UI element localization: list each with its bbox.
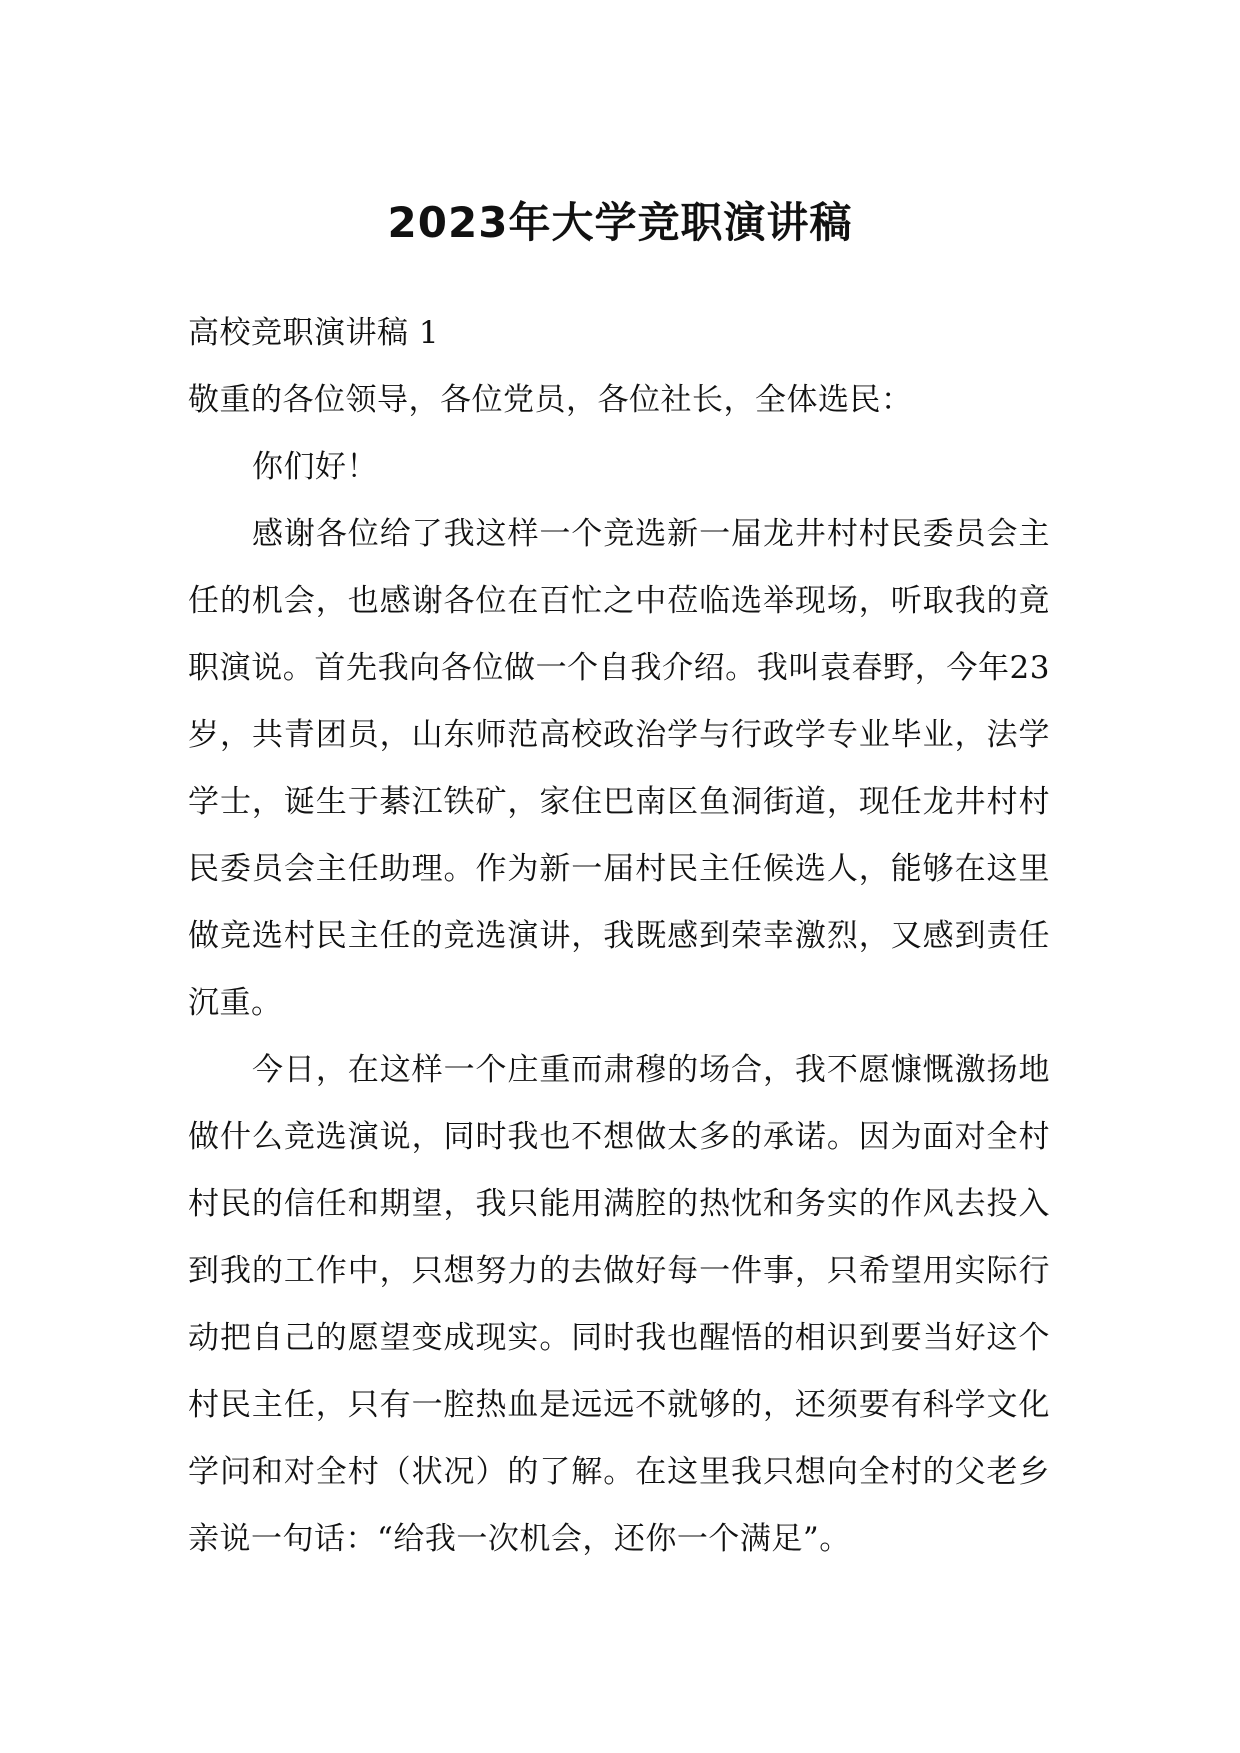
paragraph: 今日，在这样一个庄重而肃穆的场合，我不愿慷慨激扬地做什么竞选演说，同时我也不想做太多的承诺。因为面对全村村民的信任和期望，我只能用满腔的热忱和务实的作风去投入到我的工作中，只想努力的去做好每一件事，只希望用实际行动把自己的愿望变成现实。同时我也醒悟的相识到要当好这个村民主任，只有一腔热血是远远不就够的，还须要有科学文化学问和对全村（状况）的了解。在这里我只想向全村的父老乡亲说一句话：“给我一次机会，还你一个满足”。 (188, 1052, 1050, 1557)
salutation: 敬重的各位领导，各位党员，各位社长，全体选民： (188, 382, 913, 418)
paragraph: 感谢各位给了我这样一个竞选新一届龙井村村民委员会主任的机会，也感谢各位在百忙之中莅临选举现场，听取我的竟职演说。首先我向各位做一个自我介绍。我叫袁春野，今年23岁，共青团员，山东师范高校政治学与行政学专业毕业，法学学士，诞生于綦江铁矿，家住巴南区鱼洞街道，现任龙井村村民委员会主任助理。作为新一届村民主任候选人，能够在这里做竞选村民主任的竞选演讲，我既感到荣幸激烈，又感到责任沉重。 (188, 516, 1050, 1021)
document-subtitle: 高校竞职演讲稿 1 (188, 315, 440, 351)
greeting: 你们好！ (252, 449, 378, 485)
document-title: 2023年大学竞职演讲稿 (387, 198, 853, 247)
document-body (188, 300, 1050, 1573)
